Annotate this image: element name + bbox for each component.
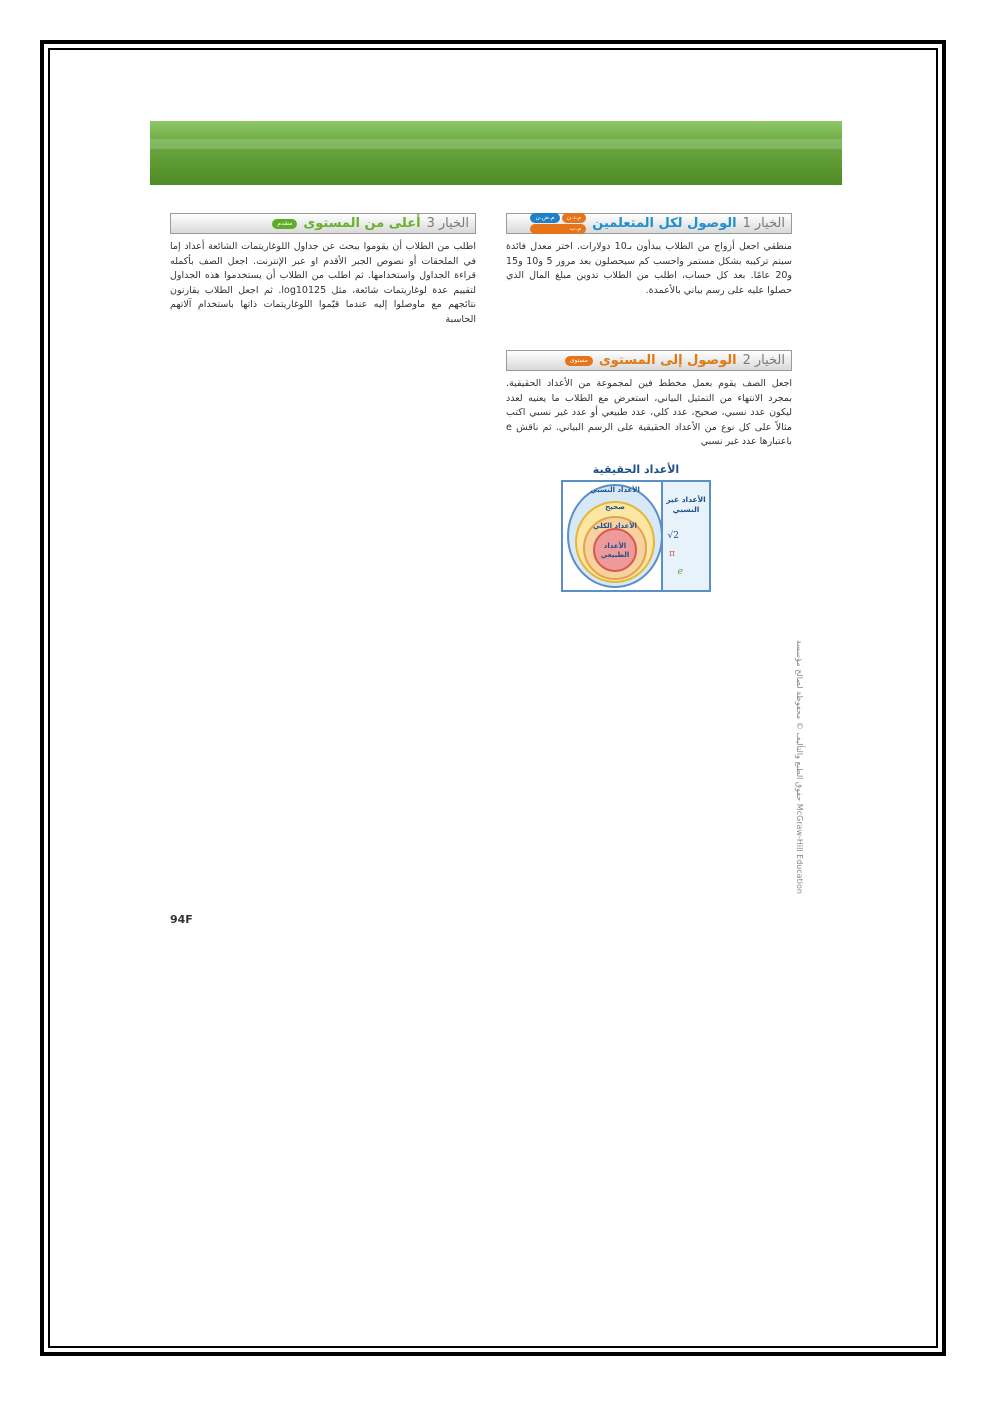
option2-label: الخيار	[754, 353, 785, 368]
option3-badge: متقدم	[272, 219, 297, 229]
option3-label: الخيار	[438, 216, 469, 231]
natural-label: الأعداد الطبيعي	[600, 542, 630, 559]
option3-section	[170, 213, 476, 327]
whole-label: الأعداد الكلي	[593, 522, 637, 530]
irrational-label: الأعداد غير النسبي	[666, 495, 706, 514]
option1-header	[506, 213, 792, 234]
option2-section	[506, 350, 792, 450]
sqrt2-symbol: √2	[667, 531, 679, 541]
option2-title: الوصول إلى المستوى	[598, 353, 737, 368]
option1-badge: م.ب	[530, 224, 586, 234]
option1-badge: م.ض.ن	[530, 213, 559, 223]
rational-label: الأعداد النسبي	[590, 486, 640, 494]
banner-highlight	[150, 139, 842, 149]
option3-number: 3	[426, 216, 435, 231]
option1-number: 1	[742, 216, 751, 231]
e-symbol: e	[677, 567, 683, 577]
side-credit-text: حقوق الطبع والتأليف © محفوظة لصالح مؤسسة McGraw-Hill Education	[795, 640, 804, 894]
option1-section	[506, 213, 792, 298]
option2-number: 2	[742, 353, 751, 368]
header-banner	[150, 121, 842, 185]
venn-diagram	[556, 463, 716, 592]
option1-text: منطقي اجعل أزواج من الطلاب يبدأون بـ10 دولارات. اختر معدل فائدة سيتم تركيبه بشكل مستمر واحسب كم سيحصلون بعد مرور 5 و10 و15 و20 عامًا. بعد كل حساب، اطلب من الطلاب تدوين مبلغ المال الذي حصلوا عليه على رسم بياني بالأعمدة.	[506, 241, 792, 296]
option1-label: الخيار	[754, 216, 785, 231]
option2-header	[506, 350, 792, 371]
option3-header	[170, 213, 476, 234]
option1-badges	[530, 213, 586, 234]
side-credit	[796, 640, 812, 910]
option1-badge: م.د.ن	[562, 213, 587, 223]
venn-box	[561, 480, 711, 592]
integer-label: صحيح	[605, 503, 625, 511]
venn-title: الأعداد الحقيقية	[592, 463, 680, 476]
option3-title: أعلى من المستوى	[303, 216, 421, 231]
option2-text: اجعل الصف يقوم بعمل مخطط فين لمجموعة من الأعداد الحقيقية. بمجرد الانتهاء من التمثيل البياني، استعرض مع الطلاب ما يعنيه لعدد ليكون عدد نسبي، صحيح، عدد كلي، عدد طبيعي أو عدد غير نسبي اكتب مثالاً على كل نوع من الأعداد الحقيقية على الرسم البياني. ثم ناقش e باعتبارها عدد غير نسبي	[506, 378, 792, 447]
option2-badge: مستوى	[565, 356, 593, 366]
option1-title: الوصول لكل المتعلمين	[592, 216, 737, 231]
pi-symbol: π	[669, 549, 675, 559]
option3-text: اطلب من الطلاب أن يقوموا ببحث عن جداول اللوغاريتمات الشائعة أعداد إما في الملحقات أو نصوص الجبر الأقدم او عبر الإنترنت. اجعل الصف بأكمله قراءة الجداول واستخدامها. ثم اطلب من الطلاب أن يستخدموا هذه الجداول لتقييم عدة لوغاريتمات شائعة، مثل log10125. ثم اجعل الطلاب يقارنون نتائجهم مع ماوصلوا إليه عندما قيّموا اللوغاريتمات ذاتها باستخدام آلاتهم الحاسبة	[170, 241, 476, 325]
page-number: 94F	[170, 913, 193, 926]
